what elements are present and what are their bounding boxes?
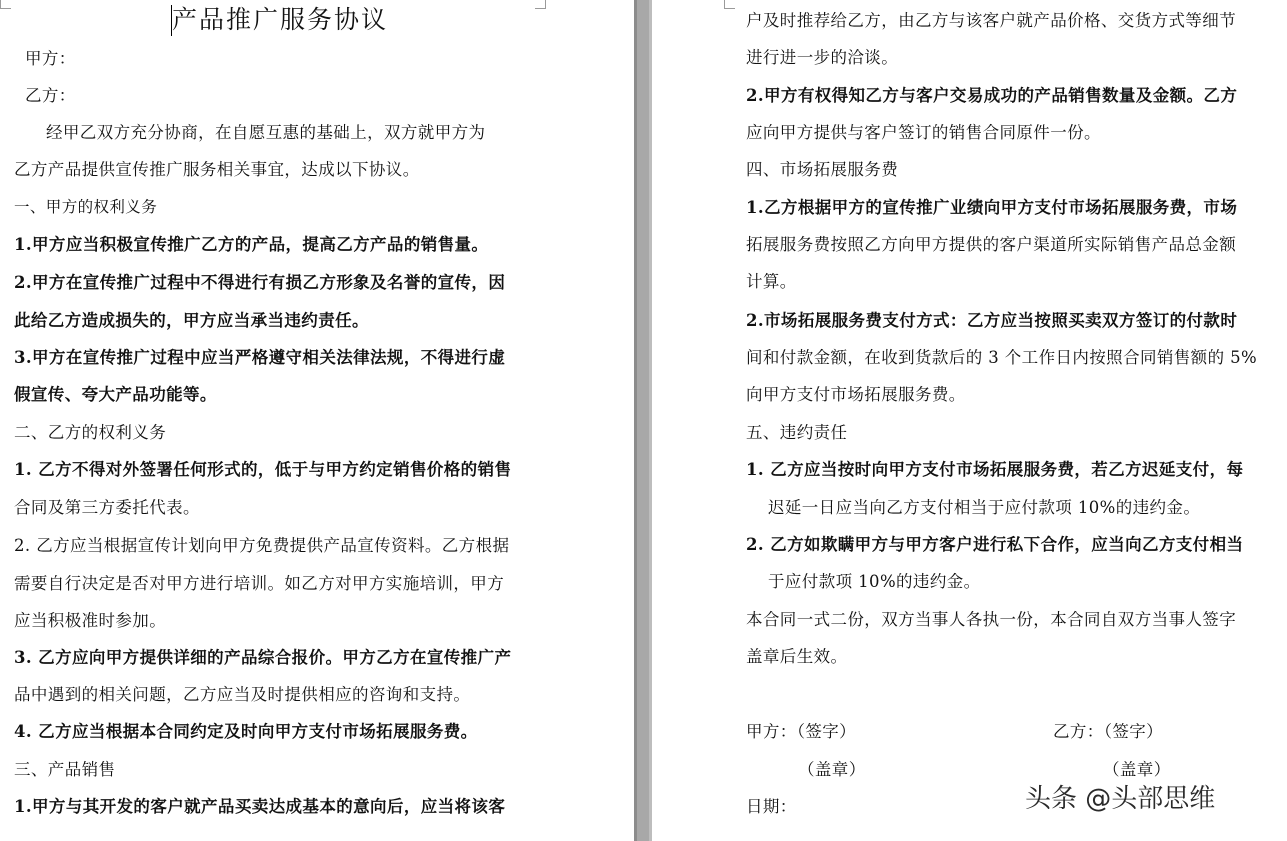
- paragraph-line[interactable]: 1. 乙方不得对外签署任何形式的，低于与甲方约定销售价格的销售: [14, 460, 512, 479]
- section-heading[interactable]: 五、违约责任: [746, 423, 848, 442]
- paragraph-line[interactable]: 计算。: [746, 272, 797, 291]
- page-gutter: [634, 0, 652, 841]
- paragraph-line[interactable]: 1.乙方根据甲方的宣传推广业绩向甲方支付市场拓展服务费，市场: [746, 198, 1238, 217]
- paragraph-line[interactable]: 2. 乙方如欺瞒甲方与甲方客户进行私下合作，应当向乙方支付相当: [746, 535, 1244, 554]
- paragraph-line[interactable]: 本合同一式二份，双方当事人各执一份，本合同自双方当事人签字: [746, 610, 1237, 629]
- section-heading[interactable]: 二、乙方的权利义务: [14, 423, 167, 442]
- paragraph-line[interactable]: 应当积极准时参加。: [14, 611, 167, 630]
- paragraph-line[interactable]: 乙方产品提供宣传推广服务相关事宜，达成以下协议。: [14, 160, 420, 179]
- paragraph-line[interactable]: 2.甲方在宣传推广过程中不得进行有损乙方形象及名誉的宣传，因: [14, 273, 506, 292]
- paragraph-line[interactable]: 经甲乙双方充分协商，在自愿互惠的基础上，双方就甲方为: [46, 123, 486, 142]
- paragraph-line[interactable]: 2.甲方有权得知乙方与客户交易成功的产品销售数量及金额。乙方: [746, 86, 1238, 105]
- paragraph-line[interactable]: 此给乙方造成损失的，甲方应当承当违约责任。: [14, 311, 369, 330]
- paragraph-line[interactable]: 向甲方支付市场拓展服务费。: [746, 385, 966, 404]
- paragraph-line[interactable]: 假宣传、夸大产品功能等。: [14, 385, 217, 404]
- party-a-line[interactable]: 甲方：: [25, 49, 76, 68]
- party-a-seal[interactable]: （盖章）: [798, 760, 866, 779]
- party-a-signature[interactable]: 甲方：（签字）: [746, 722, 857, 741]
- page-corner-mark: [535, 0, 546, 9]
- page-corner-mark: [724, 0, 735, 9]
- paragraph-line[interactable]: 于应付款项 10%的违约金。: [768, 572, 981, 591]
- paragraph-line[interactable]: 3. 乙方应向甲方提供详细的产品综合报价。甲方乙方在宣传推广产: [14, 648, 512, 667]
- paragraph-line[interactable]: 需要自行决定是否对甲方进行培训。如乙方对甲方实施培训，甲方: [14, 574, 505, 593]
- paragraph-line[interactable]: 迟延一日应当向乙方支付相当于应付款项 10%的违约金。: [768, 498, 1201, 517]
- gutter-edge: [634, 0, 637, 841]
- paragraph-line[interactable]: 进行进一步的洽谈。: [746, 48, 899, 67]
- paragraph-line[interactable]: 1.甲方应当积极宣传推广乙方的产品，提高乙方产品的销售量。: [14, 235, 489, 254]
- paragraph-line[interactable]: 2.市场拓展服务费支付方式：乙方应当按照买卖双方签订的付款时: [746, 311, 1238, 330]
- party-b-seal[interactable]: （盖章）: [1103, 760, 1171, 779]
- paragraph-line[interactable]: 品中遇到的相关问题，乙方应当及时提供相应的咨询和支持。: [14, 685, 471, 704]
- paragraph-line[interactable]: 1.甲方与其开发的客户就产品买卖达成基本的意向后，应当将该客: [14, 797, 506, 816]
- paragraph-line[interactable]: 3.甲方在宣传推广过程中应当严格遵守相关法律法规，不得进行虚: [14, 348, 506, 367]
- party-b-signature[interactable]: 乙方：（签字）: [1053, 722, 1164, 741]
- section-heading[interactable]: 一、甲方的权利义务: [14, 198, 158, 216]
- document-page-right: [652, 0, 1287, 841]
- date-label[interactable]: 日期：: [746, 797, 797, 816]
- document-title[interactable]: 产品推广服务协议: [172, 5, 389, 34]
- paragraph-line[interactable]: 应向甲方提供与客户签订的销售合同原件一份。: [746, 123, 1101, 142]
- paragraph-line[interactable]: 间和付款金额，在收到货款后的 3 个工作日内按照合同销售额的 5%: [746, 348, 1258, 367]
- paragraph-line[interactable]: 2. 乙方应当根据宣传计划向甲方免费提供产品宣传资料。乙方根据: [14, 536, 510, 555]
- section-heading[interactable]: 三、产品销售: [14, 760, 116, 779]
- paragraph-line[interactable]: 1. 乙方应当按时向甲方支付市场拓展服务费，若乙方迟延支付，每: [746, 460, 1244, 479]
- party-b-line[interactable]: 乙方：: [25, 86, 76, 105]
- watermark-text: 头条 @头部思维: [1025, 784, 1216, 814]
- paragraph-line[interactable]: 拓展服务费按照乙方向甲方提供的客户渠道所实际销售产品总金额: [746, 235, 1237, 254]
- page-corner-mark: [0, 0, 11, 9]
- paragraph-line[interactable]: 4. 乙方应当根据本合同约定及时向甲方支付市场拓展服务费。: [14, 722, 478, 741]
- document-page-left: [0, 0, 634, 841]
- paragraph-line[interactable]: 盖章后生效。: [746, 647, 848, 666]
- paragraph-line[interactable]: 户及时推荐给乙方，由乙方与该客户就产品价格、交货方式等细节: [746, 11, 1237, 30]
- paragraph-line[interactable]: 合同及第三方委托代表。: [14, 498, 200, 517]
- section-heading[interactable]: 四、市场拓展服务费: [746, 160, 899, 179]
